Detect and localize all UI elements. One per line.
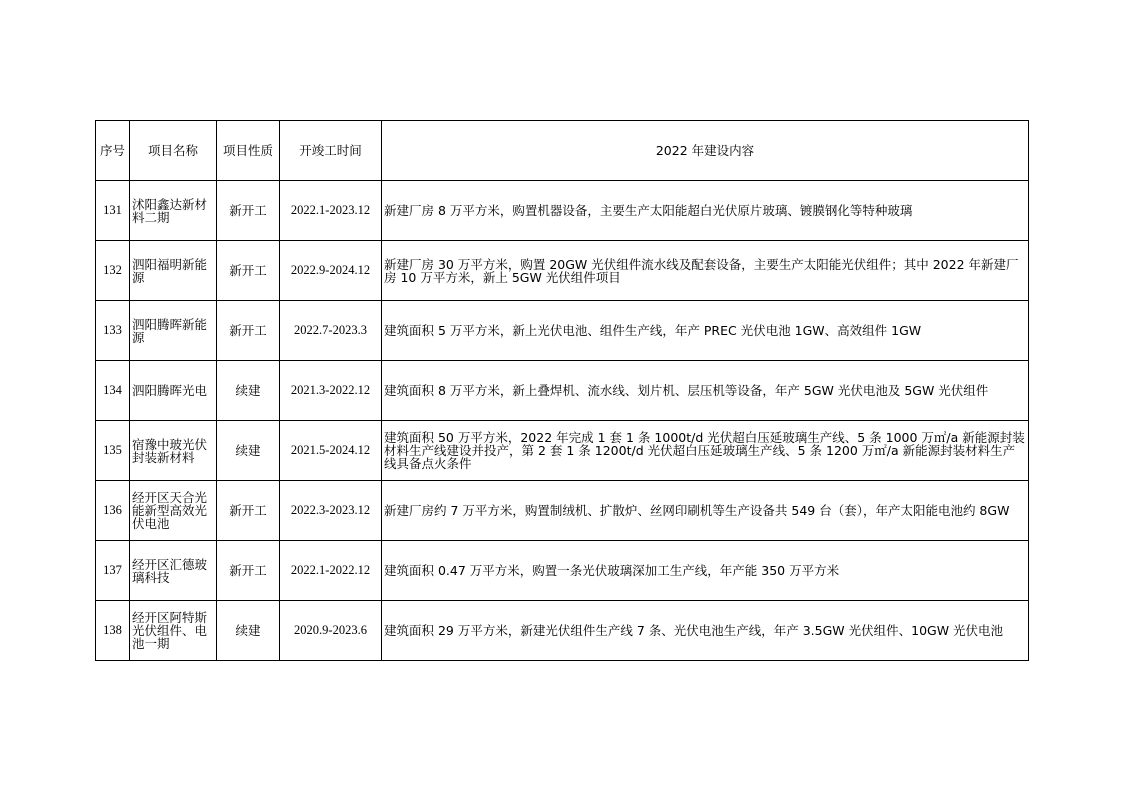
row-content: 建筑面积 5 万平方米，新上光伏电池、组件生产线，年产 PREC 光伏电池 1GW、高效组件 1GW [382, 301, 1029, 361]
table-row [96, 421, 1029, 481]
row-nature: 续建 [217, 421, 280, 481]
row-name: 泗阳福明新能源 [130, 241, 217, 301]
row-period: 2022.7-2023.3 [280, 301, 382, 361]
row-period: 2022.1-2023.12 [280, 181, 382, 241]
row-name: 沭阳鑫达新材料二期 [130, 181, 217, 241]
table-row [96, 481, 1029, 541]
row-content: 新建厂房 30 万平方米，购置 20GW 光伏组件流水线及配套设备，主要生产太阳能光伏组件；其中 2022 年新建厂房 10 万平方米，新上 5GW 光伏组件项目 [382, 241, 1029, 301]
row-nature: 新开工 [217, 301, 280, 361]
row-num: 133 [96, 301, 130, 361]
row-name: 经开区阿特斯光伏组件、电池一期 [130, 601, 217, 661]
row-name: 经开区汇德玻璃科技 [130, 541, 217, 601]
row-period: 2021.3-2022.12 [280, 361, 382, 421]
table-row [96, 181, 1029, 241]
row-name: 宿豫中玻光伏封装新材料 [130, 421, 217, 481]
row-period: 2022.9-2024.12 [280, 241, 382, 301]
header-nature: 项目性质 [217, 121, 280, 181]
row-content: 建筑面积 8 万平方米，新上叠焊机、流水线、划片机、层压机等设备，年产 5GW 光伏电池及 5GW 光伏组件 [382, 361, 1029, 421]
row-content: 建筑面积 50 万平方米，2022 年完成 1 套 1 条 1000t/d 光伏超白压延玻璃生产线、5 条 1000 万㎡/a 新能源封装材料生产线建设并投产，第 2 套 1 条 1200t/d 光伏超白压延玻璃生产线、5 条 1200 万㎡/a 新能源封装材料生产线具备点火条件 [382, 421, 1029, 481]
table-row [96, 361, 1029, 421]
row-period: 2021.5-2024.12 [280, 421, 382, 481]
row-num: 136 [96, 481, 130, 541]
row-content: 新建厂房 8 万平方米，购置机器设备，主要生产太阳能超白光伏原片玻璃、镀膜钢化等特种玻璃 [382, 181, 1029, 241]
header-content: 2022 年建设内容 [382, 121, 1029, 181]
row-period: 2022.3-2023.12 [280, 481, 382, 541]
project-table [95, 120, 1029, 661]
row-nature: 新开工 [217, 481, 280, 541]
header-num: 序号 [96, 121, 130, 181]
row-content: 建筑面积 0.47 万平方米，购置一条光伏玻璃深加工生产线，年产能 350 万平方米 [382, 541, 1029, 601]
table-row [96, 241, 1029, 301]
row-num: 131 [96, 181, 130, 241]
row-nature: 续建 [217, 361, 280, 421]
row-name: 泗阳腾晖光电 [130, 361, 217, 421]
table-row [96, 301, 1029, 361]
table-header-row [96, 121, 1029, 181]
row-num: 137 [96, 541, 130, 601]
row-content: 新建厂房约 7 万平方米，购置制绒机、扩散炉、丝网印刷机等生产设备共 549 台（套），年产太阳能电池约 8GW [382, 481, 1029, 541]
row-num: 138 [96, 601, 130, 661]
header-period: 开竣工时间 [280, 121, 382, 181]
row-num: 132 [96, 241, 130, 301]
row-nature: 续建 [217, 601, 280, 661]
row-period: 2020.9-2023.6 [280, 601, 382, 661]
row-period: 2022.1-2022.12 [280, 541, 382, 601]
table-row [96, 601, 1029, 661]
header-name: 项目名称 [130, 121, 217, 181]
table-row [96, 541, 1029, 601]
row-nature: 新开工 [217, 241, 280, 301]
row-nature: 新开工 [217, 181, 280, 241]
row-name: 经开区天合光能新型高效光伏电池 [130, 481, 217, 541]
row-num: 135 [96, 421, 130, 481]
row-nature: 新开工 [217, 541, 280, 601]
row-num: 134 [96, 361, 130, 421]
row-name: 泗阳腾晖新能源 [130, 301, 217, 361]
row-content: 建筑面积 29 万平方米，新建光伏组件生产线 7 条、光伏电池生产线，年产 3.5GW 光伏组件、10GW 光伏电池 [382, 601, 1029, 661]
